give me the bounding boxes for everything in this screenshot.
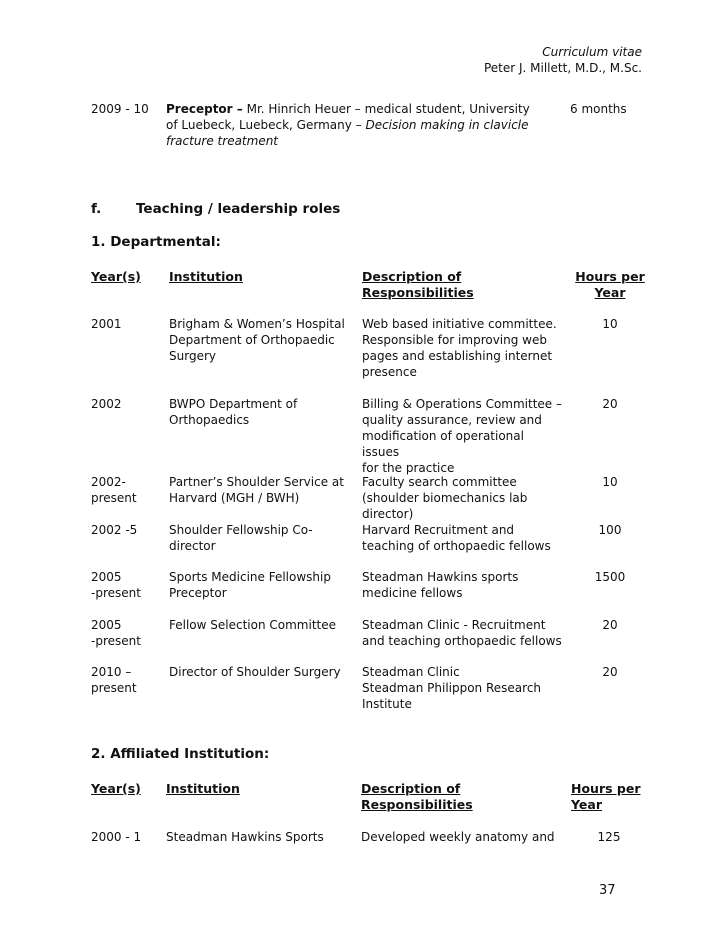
dept-row-6-years <box>91 617 163 649</box>
dept-row-1-institution-line: Surgery <box>169 349 216 363</box>
dept-row-4-description-line: Harvard Recruitment and <box>362 523 515 537</box>
aff-col-description-header <box>361 781 473 813</box>
preceptor-line-1-text: Mr. Hinrich Heuer – medical student, University <box>242 102 530 116</box>
dept-description-header-line-2: Responsibilities <box>362 285 474 300</box>
dept-hours-header-line-1: Hours per <box>575 269 645 284</box>
dept-row-5-description <box>362 569 562 601</box>
aff-col-institution-header: Institution <box>166 781 240 796</box>
dept-row-3-description <box>362 474 562 522</box>
dept-row-6-institution <box>169 617 357 633</box>
departmental-heading: 1. Departmental: <box>91 234 221 250</box>
preceptor-line-1 <box>166 101 556 117</box>
dept-row-7-institution-line: Director of Shoulder Surgery <box>169 665 341 679</box>
aff-hours-header-line-2: Year <box>571 797 602 812</box>
page-number: 37 <box>599 883 616 898</box>
dept-row-7-institution <box>169 664 357 680</box>
section-title: Teaching / leadership roles <box>136 201 341 217</box>
affiliated-heading: 2. Affiliated Institution: <box>91 746 270 762</box>
dept-row-5-description-line: medicine fellows <box>362 586 463 600</box>
dept-row-3-description-line: (shoulder biomechanics lab <box>362 491 528 505</box>
dept-row-1-institution-line: Department of Orthopaedic <box>169 333 335 347</box>
dept-row-6-years-line: 2005 <box>91 618 122 632</box>
dept-col-description-header <box>362 269 562 301</box>
dept-row-1-description-line: Web based initiative committee. <box>362 317 557 331</box>
preceptor-line-2 <box>166 117 556 133</box>
dept-row-7-description-line: Steadman Philippon Research <box>362 681 542 695</box>
dept-row-3-institution <box>169 474 357 506</box>
preceptor-duration: 6 months <box>570 102 627 116</box>
dept-row-2-hours: 20 <box>602 397 618 411</box>
dept-row-1-hours: 10 <box>602 317 618 331</box>
dept-row-4-years <box>91 522 163 538</box>
aff-row-1-hours: 125 <box>597 830 621 844</box>
dept-row-6-hours: 20 <box>602 618 618 632</box>
dept-row-5-years-line: 2005 <box>91 570 122 584</box>
dept-row-7-description-line: Institute <box>362 697 412 711</box>
dept-row-5-years <box>91 569 163 601</box>
preceptor-description <box>166 101 556 149</box>
dept-row-4-years-line: 2002 -5 <box>91 523 138 537</box>
dept-row-7-description-line: Steadman Clinic <box>362 665 460 679</box>
aff-hours-header-line-1: Hours per <box>571 781 641 796</box>
dept-row-5-institution-line: Sports Medicine Fellowship <box>169 570 331 584</box>
dept-row-1-years <box>91 316 163 332</box>
dept-hours-header-line-2: Year <box>594 285 626 300</box>
dept-row-6-description <box>362 617 562 649</box>
section-letter: f. <box>91 201 102 217</box>
dept-row-2-years-line: 2002 <box>91 397 122 411</box>
dept-row-3-hours: 10 <box>602 475 618 489</box>
dept-row-2-description-line: quality assurance, review and <box>362 413 542 427</box>
dept-row-5-hours: 1500 <box>594 570 626 584</box>
dept-row-1-years-line: 2001 <box>91 317 122 331</box>
aff-col-years-header: Year(s) <box>91 781 141 796</box>
dept-row-5-description-line: Steadman Hawkins sports <box>362 570 519 584</box>
dept-row-1-description-line: pages and establishing internet <box>362 349 553 363</box>
aff-description-header-line-2: Responsibilities <box>361 797 473 812</box>
dept-row-5-institution <box>169 569 357 601</box>
dept-description-header-line-1: Description of <box>362 269 462 284</box>
dept-row-6-description-line: and teaching orthopaedic fellows <box>362 634 562 648</box>
dept-row-3-years-line: 2002- <box>91 475 126 489</box>
preceptor-line-3: fracture treatment <box>166 134 279 148</box>
dept-row-3-institution-line: Harvard (MGH / BWH) <box>169 491 300 505</box>
author-name: Peter J. Millett, M.D., M.Sc. <box>483 61 642 75</box>
dept-row-7-hours: 20 <box>602 665 618 679</box>
dept-row-7-years-line: present <box>91 681 137 695</box>
dept-row-2-description <box>362 396 562 476</box>
dept-row-7-years <box>91 664 163 696</box>
dept-row-7-description <box>362 664 562 712</box>
aff-row-1-description: Developed weekly anatomy and <box>361 830 555 844</box>
dept-row-1-description-line: Responsible for improving web <box>362 333 547 347</box>
dept-row-4-institution-line: Shoulder Fellowship Co- <box>169 523 313 537</box>
dept-row-2-institution-line: BWPO Department of <box>169 397 298 411</box>
preceptor-line-2-text: of Luebeck, Luebeck, Germany – <box>166 118 366 132</box>
dept-row-3-years-line: present <box>91 491 137 505</box>
dept-row-3-institution-line: Partner’s Shoulder Service at <box>169 475 344 489</box>
dept-row-2-description-line: modification of operational issues <box>362 429 524 459</box>
dept-row-2-description-line: Billing & Operations Committee – <box>362 397 562 411</box>
dept-row-4-institution-line: director <box>169 539 216 553</box>
aff-row-1-years: 2000 - 1 <box>91 830 142 844</box>
dept-row-1-description-line: presence <box>362 365 417 379</box>
dept-row-5-years-line: -present <box>91 586 141 600</box>
dept-row-3-description-line: director) <box>362 507 414 521</box>
dept-row-4-description <box>362 522 562 554</box>
dept-row-1-institution-line: Brigham & Women’s Hospital <box>169 317 345 331</box>
dept-row-2-description-line: for the practice <box>362 461 455 475</box>
preceptor-role: Preceptor – <box>166 102 243 116</box>
aff-row-1-institution: Steadman Hawkins Sports <box>166 830 324 844</box>
cv-title: Curriculum vitae <box>542 45 642 59</box>
dept-col-years-header: Year(s) <box>91 269 141 284</box>
aff-col-hours-header <box>571 781 641 813</box>
dept-row-1-description <box>362 316 562 380</box>
dept-row-2-institution <box>169 396 357 428</box>
dept-row-2-institution-line: Orthopaedics <box>169 413 250 427</box>
aff-description-header-line-1: Description of <box>361 781 461 796</box>
dept-row-3-years <box>91 474 163 506</box>
dept-row-1-institution <box>169 316 357 364</box>
preceptor-line-2-italic: Decision making in clavicle <box>365 118 529 132</box>
dept-row-7-years-line: 2010 – <box>91 665 132 679</box>
dept-col-hours-header <box>568 269 652 301</box>
dept-row-4-hours: 100 <box>598 523 622 537</box>
preceptor-years: 2009 - 10 <box>91 102 149 116</box>
dept-row-4-description-line: teaching of orthopaedic fellows <box>362 539 551 553</box>
dept-col-institution-header: Institution <box>169 269 243 284</box>
dept-row-4-institution <box>169 522 357 554</box>
dept-row-5-institution-line: Preceptor <box>169 586 227 600</box>
dept-row-6-years-line: -present <box>91 634 141 648</box>
dept-row-6-institution-line: Fellow Selection Committee <box>169 618 336 632</box>
dept-row-3-description-line: Faculty search committee <box>362 475 517 489</box>
dept-row-2-years <box>91 396 163 412</box>
dept-row-6-description-line: Steadman Clinic - Recruitment <box>362 618 546 632</box>
